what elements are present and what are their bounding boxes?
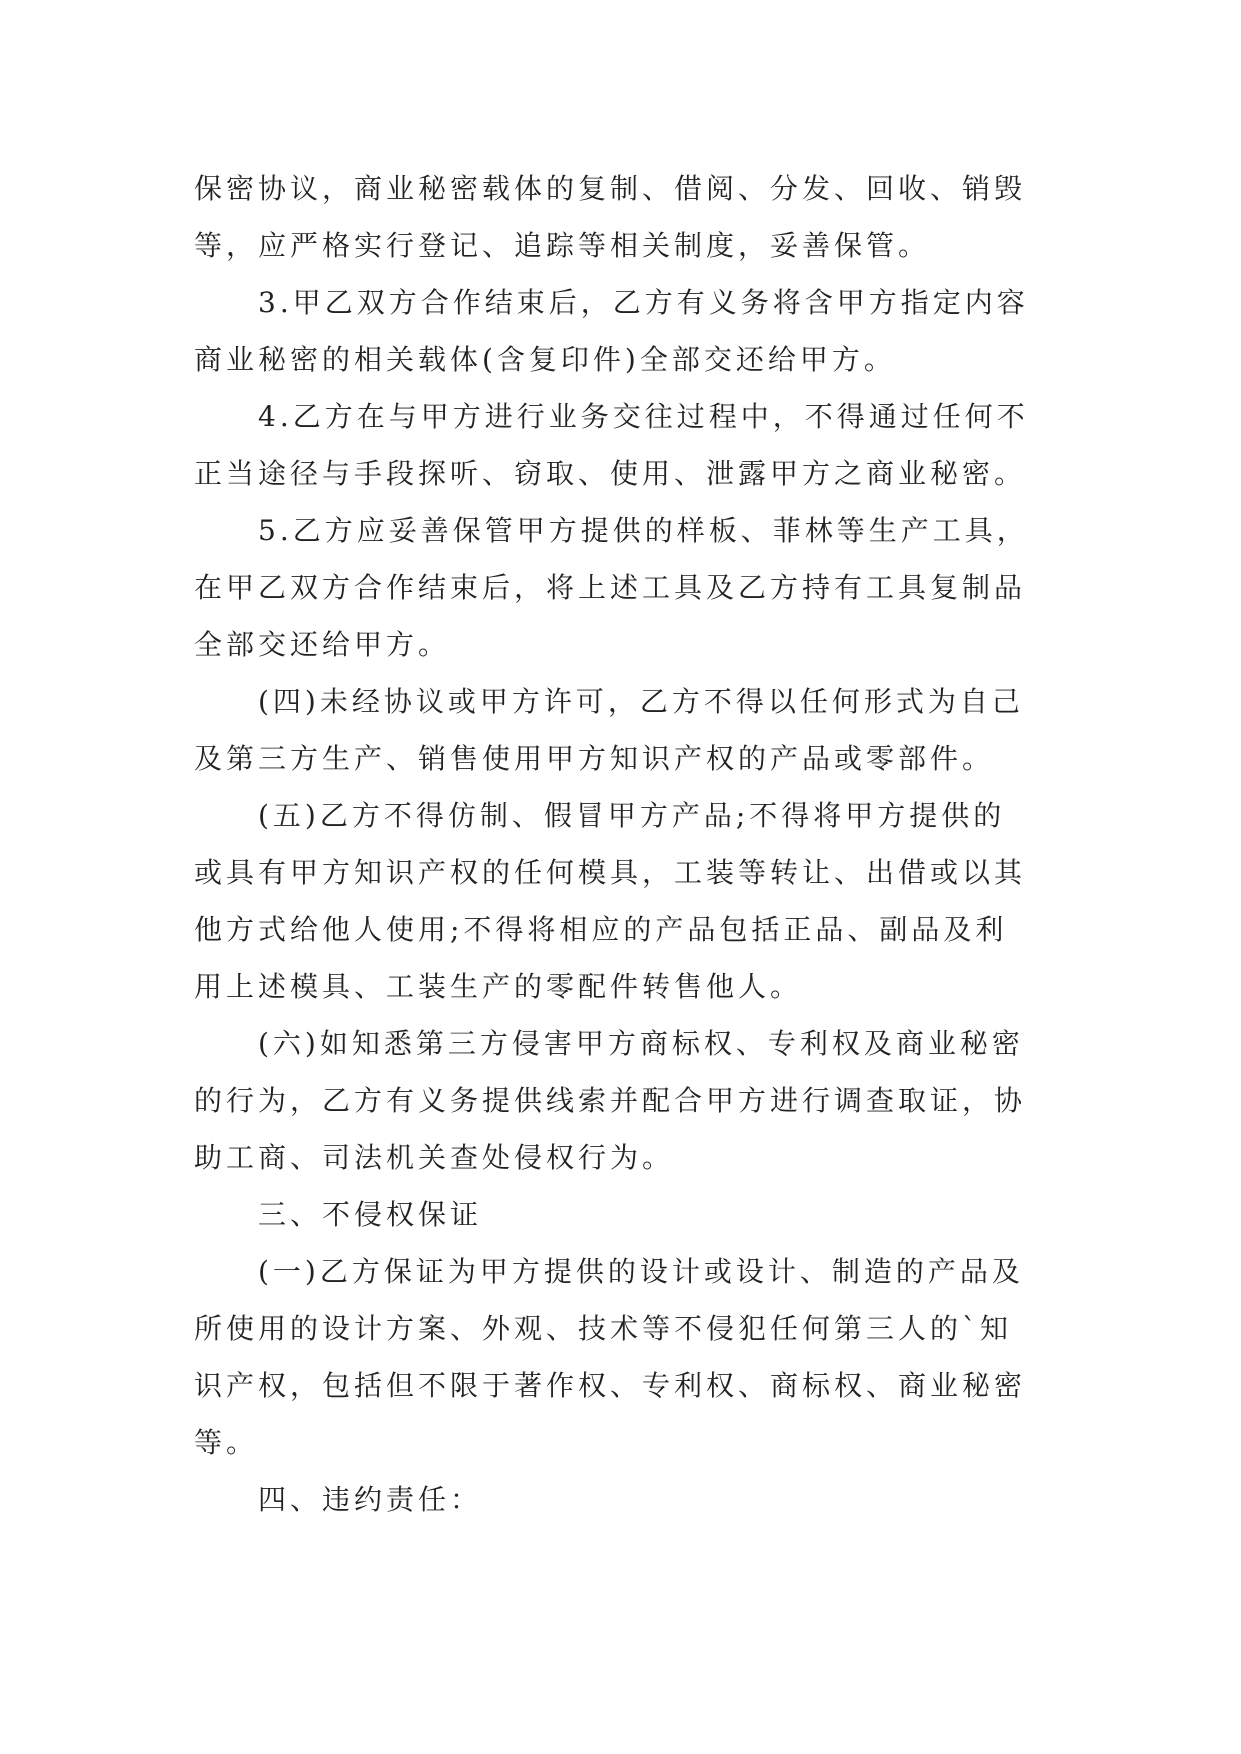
- text-line: 全部交还给甲方。: [194, 628, 451, 661]
- section-heading: 四、违约责任：: [258, 1483, 483, 1516]
- text-line: 识产权，包括但不限于著作权、专利权、商标权、商业秘密: [194, 1369, 1027, 1402]
- text-line: 商业秘密的相关载体(含复印件)全部交还给甲方。: [194, 343, 896, 376]
- section-heading: 三、不侵权保证: [258, 1198, 483, 1231]
- paragraph-start-line: 5.乙方应妥善保管甲方提供的样板、菲林等生产工具，: [258, 514, 1029, 547]
- paragraph-start-line: 3.甲乙双方合作结束后，乙方有义务将含甲方指定内容: [258, 286, 1029, 319]
- text-line: 或具有甲方知识产权的任何模具，工装等转让、出借或以其: [194, 856, 1027, 889]
- paragraph-start-line: (四)未经协议或甲方许可，乙方不得以任何形式为自己: [258, 685, 1024, 718]
- text-line: 助工商、司法机关查处侵权行为。: [194, 1141, 675, 1174]
- text-line: 在甲乙双方合作结束后，将上述工具及乙方持有工具复制品: [194, 571, 1027, 604]
- text-line: 保密协议，商业秘密载体的复制、借阅、分发、回收、销毁: [194, 172, 1027, 205]
- document-body: [194, 160, 1054, 1528]
- text-line: 等，应严格实行登记、追踪等相关制度，妥善保管。: [194, 229, 931, 262]
- text-line: 他方式给他人使用;不得将相应的产品包括正品、副品及利: [194, 913, 1008, 946]
- text-line: 所使用的设计方案、外观、技术等不侵犯任何第三人的`知: [194, 1312, 1013, 1345]
- paragraph-start-line: 4.乙方在与甲方进行业务交往过程中，不得通过任何不: [258, 400, 1029, 433]
- text-line: 用上述模具、工装生产的零配件转售他人。: [194, 970, 803, 1003]
- text-line: 的行为，乙方有义务提供线索并配合甲方进行调查取证，协: [194, 1084, 1027, 1117]
- text-line: 等。: [194, 1426, 259, 1459]
- paragraph-start-line: (六)如知悉第三方侵害甲方商标权、专利权及商业秘密: [258, 1027, 1024, 1060]
- paragraph-start-line: (一)乙方保证为甲方提供的设计或设计、制造的产品及: [258, 1255, 1024, 1288]
- paragraph-start-line: (五)乙方不得仿制、假冒甲方产品;不得将甲方提供的: [258, 799, 1006, 832]
- text-line: 及第三方生产、销售使用甲方知识产权的产品或零部件。: [194, 742, 995, 775]
- text-line: 正当途径与手段探听、窃取、使用、泄露甲方之商业秘密。: [194, 457, 1027, 490]
